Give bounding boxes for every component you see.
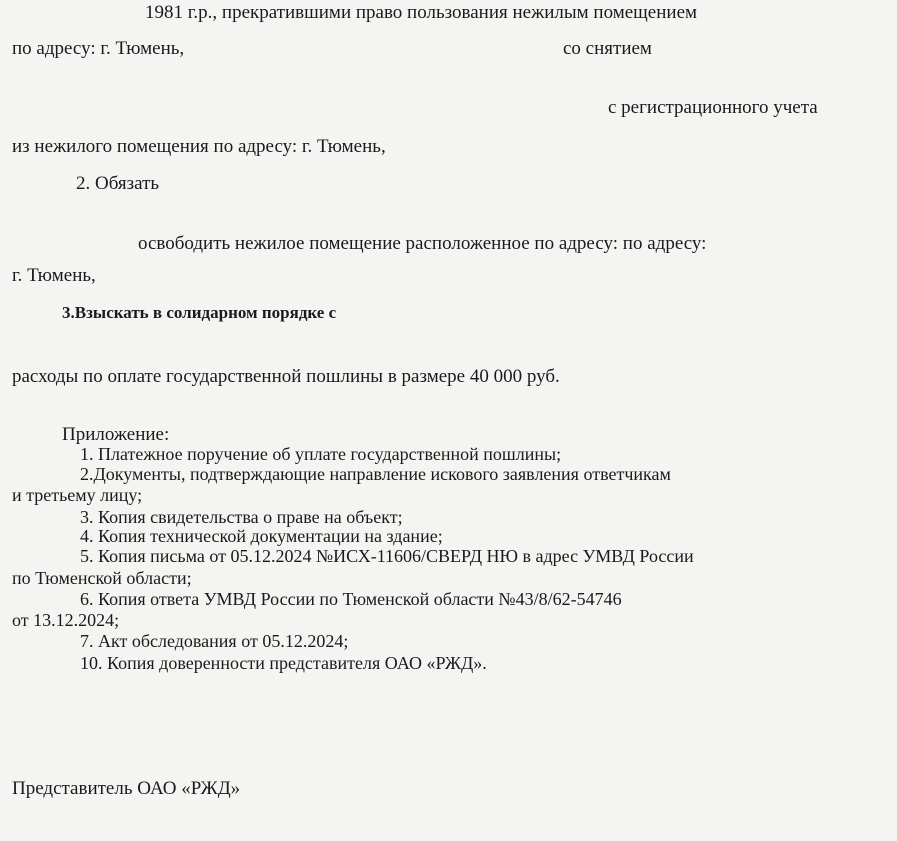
appendix-heading: Приложение: [62, 424, 170, 445]
appendix-item: 10. Копия доверенности представителя ОАО «РЖД». [80, 653, 487, 673]
appendix-item: 4. Копия технической документации на здание; [80, 526, 443, 546]
text-line-7: г. Тюмень, [12, 265, 96, 286]
text-line-3: с регистрационного учета [608, 97, 818, 118]
appendix-item: 3. Копия свидетельства о праве на объект; [80, 507, 403, 527]
appendix-item: и третьему лицу; [12, 485, 143, 505]
appendix-item: 6. Копия ответа УМВД России по Тюменской области №43/8/62-54746 [80, 589, 622, 609]
text-line-2b: со снятием [563, 38, 652, 59]
text-line-8: 3.Взыскать в солидарном порядке с [62, 303, 337, 322]
text-line-5: 2. Обязать [76, 173, 160, 194]
appendix-item: 7. Акт обследования от 05.12.2024; [80, 631, 349, 651]
signature-label: Представитель ОАО «РЖД» [12, 778, 241, 799]
appendix-item: от 13.12.2024; [12, 610, 120, 630]
text-line-9: расходы по оплате государственной пошлины в размере 40 000 руб. [12, 366, 560, 387]
appendix-item: 5. Копия письма от 05.12.2024 №ИСХ-11606/СВЕРД НЮ в адрес УМВД России [80, 546, 694, 566]
text-line-4: из нежилого помещения по адресу: г. Тюмень, [12, 136, 386, 157]
text-line-2a: по адресу: г. Тюмень, [12, 38, 185, 59]
appendix-item: 1. Платежное поручение об уплате государственной пошлины; [80, 444, 562, 464]
appendix-item: 2.Документы, подтверждающие направление искового заявления ответчикам [80, 464, 671, 484]
text-line-6: освободить нежилое помещение расположенное по адресу: по адресу: [138, 233, 707, 254]
appendix-item: по Тюменской области; [12, 568, 192, 588]
text-line-1: 1981 г.р., прекратившими право пользования нежилым помещением [145, 2, 698, 23]
